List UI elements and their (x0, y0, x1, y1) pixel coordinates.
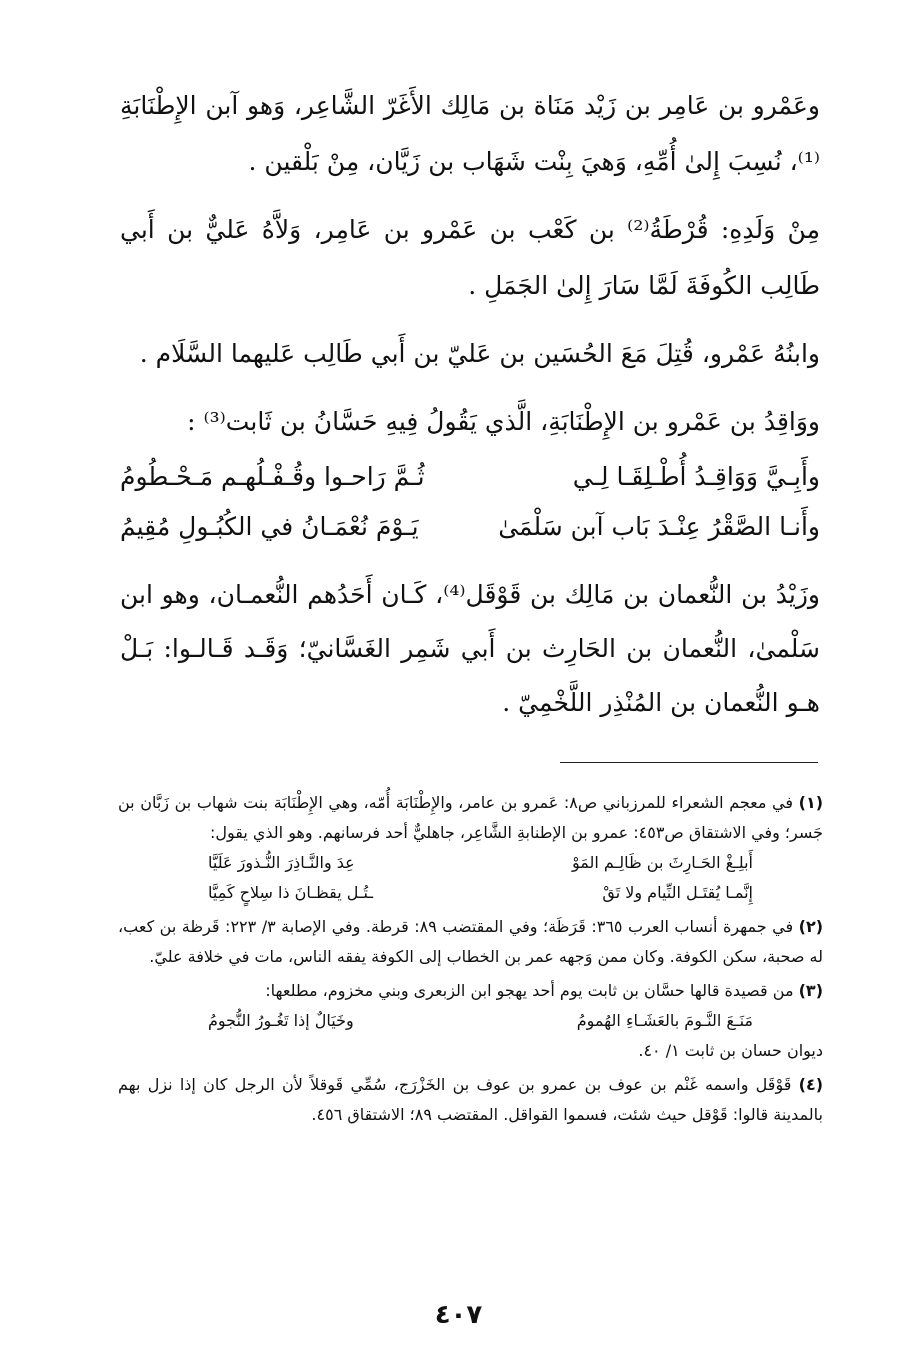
footnote-text: من قصيدة قالها حسَّان بن ثابت يوم أحد يهجو ابن الزبعرى وبني مخزوم، مطلعها: (265, 981, 794, 1000)
closing-paragraph: وزَيْدُ بن النُّعمان بن مَالِك بن قَوْقَل⁽⁴⁾، كَـان أَحَدُهم النُّعمـان، وهو ابن سَلْمىٰ، النُّعمان بن الحَارِث بن أَبي شَمِر الغَسَّانيّ؛ وَقَـد قَـالـوا: بَـلْ هـو النُّعمان بن المُنْذِر اللَّخْمِيّ . (120, 580, 820, 717)
page-number: ٤٠٧ (434, 1300, 483, 1330)
verse-second-hemistich: عِدَ والنَّـاذِرَ النُّـذورَ عَلَيَّا (208, 853, 355, 872)
paragraph: مِنْ وَلَدِهِ: قُرْطَةُ⁽²⁾ بن كَعْب بن عَمْرو بن عَامِر، وَلاَّهُ عَليٌّ بن أَبي طَالِب الكُوفَةَ لَمَّا سَارَ إِلىٰ الجَمَلِ . (120, 215, 820, 300)
footnote (118, 788, 823, 908)
main-text (120, 78, 820, 462)
footnote-verse (118, 1006, 823, 1036)
footnote-number: (٤) (798, 1075, 824, 1094)
verse-second-hemistich: ـتُـل يقظـانَ ذا سِلاحٍ كَمِيَّا (208, 883, 374, 902)
poem-verse (120, 452, 820, 502)
verse-second-hemistich: ثُـمَّ رَاحـوا وقُـفْـلُهـم مَـحْـطُومُ (120, 462, 425, 491)
footnote (118, 976, 823, 1066)
verse-first-hemistich: أَبلِـغْ الحَـارِثَ بن ظَالِـم المَوْ (571, 853, 753, 872)
verse-second-hemistich: يَـوْمَ نُعْمَـانُ في الكُبُـولِ مُقِيمُ (120, 512, 419, 541)
footnote-number: (٢) (798, 917, 824, 936)
footnote (118, 912, 823, 972)
footnote-number: (٣) (798, 981, 823, 1000)
verse-first-hemistich: وأَنـا الصَّقْرُ عِنْـدَ بَاب آبن سَلْمَىٰ (498, 512, 820, 541)
verse-first-hemistich: إِنَّمـا يُقتَـل النِّيام ولا تَقْ (602, 883, 753, 902)
footnote-verse (118, 878, 823, 908)
paragraph: وابنُهُ عَمْرو، قُتِلَ مَعَ الحُسَين بن عَليّ بن أَبي طَالِب عَليهما السَّلَام . (139, 339, 820, 368)
poem-verse (120, 502, 820, 552)
footnotes (118, 788, 823, 1134)
footnote-number: (١) (798, 793, 824, 812)
footnote-text: في معجم الشعراء للمرزباني ص٨: عَمرو بن عامر، والإِطْنَابَة أُمّه، وهي الإِطْنَابَة بنت شهاب بن زَبَّان بن جَسر؛ وفي الاشتقاق ص٤٥٣: عمرو بن الإطنابةِ الشَّاعِر، جاهليٌّ أحد فرسانهم. وهو الذي يقول: (118, 793, 823, 842)
footnote-source: ديوان حسان بن ثابت ١/ ٤٠. (638, 1041, 823, 1060)
footnote-verse (118, 848, 823, 878)
verse-second-hemistich: وخَيَالٌ إذا تَغُـورُ النُّجومُ (208, 1011, 354, 1030)
footnote-text: قَوْقَل واسمه غَنْم بن عوف بن عمرو بن عوف بن الخَزْرَج، سُمِّي قَوقلاً لأن الرجل كان إذا نزل بهم بالمدينة قالوا: قَوْقل حيث شئت، فسموا القواقل. المقتضب ٨٩؛ الاشتقاق ٤٥٦. (118, 1075, 823, 1124)
footnote (118, 1070, 823, 1130)
footnote-text: في جمهرة أنساب العرب ٣٦٥: قَرَظَة؛ وفي المقتضب ٨٩: قرطة. وفي الإصابة ٣/ ٢٢٣: قَرظة بن كعب، له صحبة، سكن الكوفة. وكان ممن وَجهه عمر بن الخطاب إلى الكوفة يفقه الناس، مات في خلافة عليّ. (118, 917, 823, 966)
verse-first-hemistich: وأَبِـيَّ وَوَاقِـدُ أُطْـلِقَـا لِـي (572, 462, 820, 491)
paragraph: وعَمْرو بن عَامِر بن زَيْد مَنَاة بن مَالِك الأَغَرّ الشَّاعِر، وَهو آبن الإِطْنَابَةِ ⁽¹⁾، نُسِبَ إِلىٰ أُمِّهِ، وَهيَ بِنْت شَهَاب بن زَيَّان، مِنْ بَلْقين . (120, 91, 820, 176)
paragraph: ووَاقِدُ بن عَمْرو بن الإِطْنَابَةِ، الَّذي يَقُولُ فِيهِ حَسَّانُ بن ثَابت⁽³⁾ : (187, 407, 820, 436)
poem (120, 452, 820, 552)
footnote-separator (560, 762, 818, 763)
verse-first-hemistich: مَنَـعَ النَّـومَ بالعَشَـاءِ الهُمومُ (576, 1011, 753, 1030)
